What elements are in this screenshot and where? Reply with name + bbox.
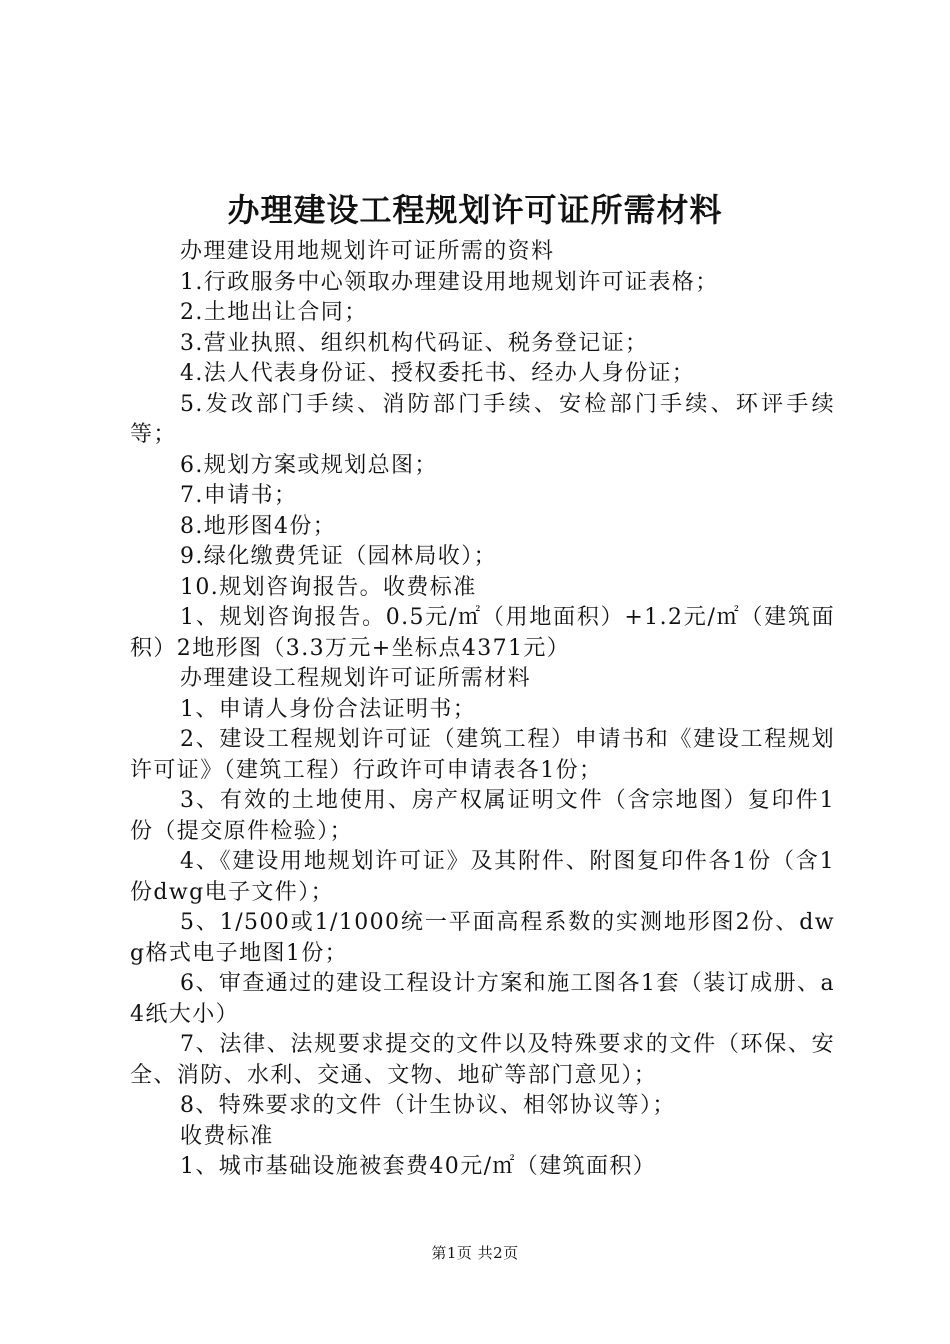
paragraph: 1、城市基础设施被套费40元/㎡（建筑面积） <box>180 1154 657 1179</box>
paragraph: 5、1/500或1/1000统一平面高程系数的实测地形图2份、dwg格式电子地图1份； <box>130 910 835 966</box>
paragraph: 8.地形图4份； <box>180 513 337 539</box>
paragraph: 1、规划咨询报告。0.5元/㎡（用地面积）+1.2元/㎡（建筑面积）2地形图（3.3万元+坐标点4371元） <box>130 605 835 661</box>
paragraph: 3.营业执照、组织机构代码证、税务登记证； <box>180 330 649 356</box>
paragraph: 2、建设工程规划许可证（建筑工程）申请书和《建设工程规划许可证》（建筑工程）行政许可申请表各1份； <box>130 727 835 783</box>
paragraph-heading-project: 办理建设工程规划许可证所需材料 <box>180 666 532 691</box>
paragraph: 4、《建设用地规划许可证》及其附件、附图复印件各1份（含1份dwg电子文件）； <box>130 849 835 905</box>
paragraph: 1.行政服务中心领取办理建设用地规划许可证表格； <box>180 269 719 295</box>
paragraph: 3、有效的土地使用、房产权属证明文件（含宗地图）复印件1份（提交原件检验）； <box>130 788 835 844</box>
paragraph: 5.发改部门手续、消防部门手续、安检部门手续、环评手续等； <box>130 391 835 447</box>
paragraph: 10.规划咨询报告。收费标准 <box>180 574 477 600</box>
paragraph: 6.规划方案或规划总图； <box>180 452 438 478</box>
paragraph: 7.申请书； <box>180 483 298 508</box>
paragraph: 9.绿化缴费凭证（园林局收）； <box>180 544 497 569</box>
paragraph-heading-land: 办理建设用地规划许可证所需的资料 <box>180 239 555 264</box>
paragraph: 2.土地出让合同； <box>180 300 368 325</box>
document-body <box>130 237 835 1183</box>
paragraph: 8、特殊要求的文件（计生协议、相邻协议等）； <box>180 1093 676 1118</box>
paragraph: 7、法律、法规要求提交的文件以及特殊要求的文件（环保、安全、消防、水利、交通、文物、地矿等部门意见）； <box>130 1032 835 1088</box>
paragraph-heading-fees: 收费标准 <box>180 1123 274 1149</box>
paragraph: 1、申请人身份合法证明书； <box>180 696 477 722</box>
page-title: 办理建设工程规划许可证所需材料 <box>227 191 723 229</box>
page-footer: 第1页 共2页 <box>431 1244 519 1262</box>
paragraph: 6、审查通过的建设工程设计方案和施工图各1套（装订成册、a4纸大小） <box>130 971 835 1027</box>
paragraph: 4.法人代表身份证、授权委托书、经办人身份证； <box>180 361 696 386</box>
